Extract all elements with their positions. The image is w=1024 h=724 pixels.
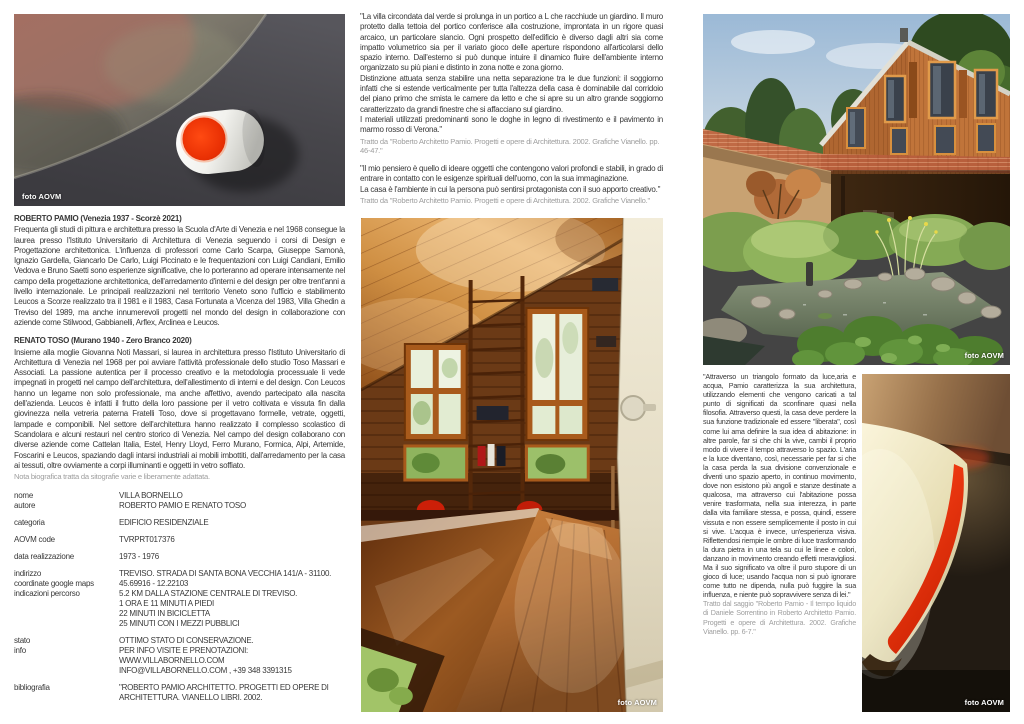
row-label: bibliografia [14,683,50,693]
row-value-percorso-line: 1 ORA E 11 MINUTI A PIEDI [119,599,214,609]
photo-cone-lamp [862,374,1010,712]
essay-source: Tratto dal saggio "Roberto Pamio - Il tempo liquido di Daniele Sorrentino in Roberto Architetto Pamio. Progetti e opere di Architettura. 2002. Grafiche Vianello. pp. 6-7." [703,599,856,636]
table-row-aovm-code [14,535,345,545]
photo-credit-label: foto AOVM [617,698,657,707]
row-value: TVRPRT017376 [119,535,175,545]
quote-paragraph: I materiali utilizzati predominanti sono le doghe in legno di rivestimento e il pavimento in marmo rosso di Verona." [360,114,663,135]
row-value: EDIFICIO RESIDENZIALE [119,518,209,528]
row-label-info: info [14,646,26,656]
quote-source: Tratto da "Roberto Architetto Pamio. Progetti e opere di Architettura. 2002. Grafiche Vianello." [360,196,650,206]
photo-credit-label: foto AOVM [22,192,62,201]
photo-wood-interior [361,218,663,712]
table-row-nome [14,491,345,501]
middle-column [360,12,663,214]
row-label-indirizzo: indirizzo [14,569,42,579]
row-value-percorso-line: 22 MINUTI IN BICICLETTA [119,609,211,619]
row-value-percorso-line: 5.2 KM DALLA STAZIONE CENTRALE DI TREVISO. [119,589,298,599]
bio-source-note: Nota biografica tratta da sitografie varie e liberamente adattata. [14,472,210,482]
quote-source: Tratto da "Roberto Architetto Pamio. Progetti e opere di Architettura. 2002. Grafiche Vianello. pp. 46-47." [360,136,660,156]
left-column [14,214,345,703]
row-value: "ROBERTO PAMIO ARCHITETTO. PROGETTI ED OPERE DI ARCHITETTURA. VIANELLO LIBRI. 2002. [119,683,329,703]
row-value-percorso-line: 25 MINUTI CON I MEZZI PUBBLICI [119,619,240,629]
cone-lamp-illustration [862,374,1010,712]
row-label: data realizzazione [14,552,74,562]
row-value-indirizzo: TREVISO. STRADA DI SANTA BONA VECCHIA 141/A - 31100. [119,569,332,579]
quote-paragraph: "Il mio pensiero è quello di ideare oggetti che contengono valori profondi e stabili, in grado di entrare in contatto con le esigenze spirituali dell'uomo, con la sua immaginazione. [360,164,663,184]
wood-interior-illustration [361,218,663,712]
villa-exterior-illustration [703,14,1010,365]
essay-text: "Attraverso un triangolo formato da luce,aria e acqua, Pamio caratterizza la sua architettura, utilizzando elementi che vengono caricati a tal punto di significati da sconfinare quasi nella filosofia. Attraverso questi, la casa deve perdere la sua funzione tradizionale ed essere "liberata", così come lui ama definire la sua idea di abitazione: in altre parole, far si che chi la vive, cambi il proprio modo di vivere il tempo attraverso lo spazio. L'aria e la luce diventano, così, necessarie per far si che la casa perda la sua divisione convenzionale e diventi uno spazio aperto, in continuo movimento, dove non esistono più angoli e stanze destinate a qualcosa, ma attraverso cui l'abitazione possa venire trasformata, nella sua interezza, in parte dalla vita familiare stessa, e possa, quindi, essere vissuta e non essere semplicemente il posto in cui si vive. L'acqua è invece, un'esperienza visiva. Riflettendosi riempie le ombre di luce trasformando la dura pietra in una tela su cui le linee e colori, danzano in movimento creando effetti meravigliosi. Ma il suo significato va oltre il puro stupore di un gioco di luce; usando l'acqua non si può ignorare come tutto ne dipenda, nulla può fuggire la sua influenza, e niente può sopravvivere senza di lei." [703,372,856,600]
row-value: ROBERTO PAMIO E RENATO TOSO [119,501,246,511]
row-label-coordinate: coordinate google maps [14,579,94,589]
table-row-indirizzo-group [14,569,345,629]
row-label-stato: stato [14,636,31,646]
quote-paragraph: La casa è l'ambiente in cui la persona può sentirsi protagonista con il suo apporto creativo." [360,184,661,194]
email-phone-text: INFO@VILLABORNELLO.COM , +39 348 3391315 [119,666,292,676]
bio-title-renato-toso: RENATO TOSO (Murano 1940 - Zero Branco 2020) [14,336,192,346]
bio-text-roberto-pamio: Frequenta gli studi di pittura e architettura presso la Scuola d'Arte di Venezia e nel 1968 consegue la laurea presso l'Istituto Universitario di Architettura di Venezia seguendo i corsi di Design e Progettazione architettonica. L'influenza di professori come Carlo Scarpa, Giuseppe Samonà, Ignazio Gardella, Giancarlo De Carlo, Luigi Piccinato e le frequentazioni con Luigi Candiani, Emilio Vedova e Bruno Saetti sono esperienze significative, che lo porteranno ad operare intensamente nel campo della progettazione architettonica, dell'arredamento d'interni e del design per oltre trent'anni a livello internazionale. Le principali realizzazioni nel territorio Veneto sono l'ufficio e stabilimento Leucos a Scorze realizzato tra il 1981 e il 1983, Casa Fortunata a Vicenza del 1983, Villa Ghedin a Treviso del 1989, ma anche innumerevoli progetti nel mondo del design in collaborazione con aziende come Stilwood, Gabbianelli, Arflex, Arclinea e Leucos. [14,225,345,327]
metadata-table [14,491,345,703]
row-value: 1973 - 1976 [119,552,159,562]
row-value-coordinate: 45.69916 - 12.22103 [119,579,189,589]
photo-credit-label: foto AOVM [964,698,1004,707]
table-row-categoria [14,518,345,528]
table-row-data-realizzazione [14,552,345,562]
quote-design-philosophy [360,164,663,195]
website-text: WWW.VILLABORNELLO.COM [119,656,225,666]
table-row-autore [14,501,345,511]
table-row-bibliografia [14,683,345,703]
quote-paragraph: "La villa circondata dal verde si prolunga in un portico a L che racchiude un giardino. Il muro protetto dalla tettoia del portico conferisce alla costruzione, improntata in un rigore quasi arcaico, un particolare slancio. Ogni prospetto dell'edificio è diverso dagli altri sia come impatto volumetrico sia per il variato gioco delle aperture rispondono all'articolarsi dello spazio interno. Dall'esterno si può dunque intuire il dinamico fluire dell'ambiente interno organizzato su più piani e distinto in zona notte e zona giorno. [360,12,663,73]
quote-paragraph: Distinzione attuata senza stabilire una netta separazione tra le due funzioni: il soggiorno infatti che si estende verticalmente per tutta l'altezza della casa è dominabile dal corridoio del piano primo che smista le camere da letto e che si apre su un altro grande soggiorno caratterizzato da grandi finestre che si affacciano sul giardino. [360,73,663,114]
right-column [703,372,856,636]
row-value-info-line: PER INFO VISITE E PRENOTAZIONI: [119,646,249,656]
row-label: categoria [14,518,45,528]
row-label-percorso: indicazioni percorso [14,589,80,599]
photo-credit-label: foto AOVM [964,351,1004,360]
quote-villa-description [360,12,663,136]
table-row-stato-info-group [14,636,345,676]
bio-text-renato-toso: Insieme alla moglie Giovanna Noti Massari, si laurea in architettura presso l'Istituto Universitario di Architettura di Venezia nel 1968 per poi avviare l'attività professionale dello studio Toso Massari e Associati. La passione autentica per il processo creativo e la metodologia processuale li vede impegnati in progetti nel campo dell'architettura, dell'allestimento di interni e del design. Con Leucos hanno un legame non solo professionale, ma anche affettivo, avendo partecipato alla nascita dell'azienda. Leucos è infatti il frutto della loro passione per il vetro coltivata e vissuta fin dalla giovinezza nella vetreria paterna Fratelli Toso, dove si progettavano formelle, vetrate, oggetti, lampade e componibili. Nel settore dell'architettura hanno realizzato il complesso scolastico di Scandolara e alcuni restauri nel centro storico di Venezia. Nel campo del design collaborano con diverse aziende come Cattelan Italia, Estel, Henry Lloyd, Ferro Murano, Formica, Alpi, Artemide, Foscarini e Leucos, spaziando dagli intarsi industriali ai mobili imbottiti, dall'arredamento per la casa ai tessuti, oltre ovviamente a corpi illuminanti e oggetti in vetro soffiato. [14,347,345,470]
wall-lamp-illustration [14,14,345,206]
row-label: nome [14,491,34,501]
row-value-stato: OTTIMO STATO DI CONSERVAZIONE. [119,636,254,646]
photo-wall-lamp [14,14,345,206]
row-label: autore [14,501,36,511]
row-label: AOVM code [14,535,55,545]
bio-title-roberto-pamio: ROBERTO PAMIO (Venezia 1937 - Scorzè 2021) [14,214,182,223]
photo-villa-exterior [703,14,1010,365]
row-value: VILLA BORNELLO [119,491,183,501]
